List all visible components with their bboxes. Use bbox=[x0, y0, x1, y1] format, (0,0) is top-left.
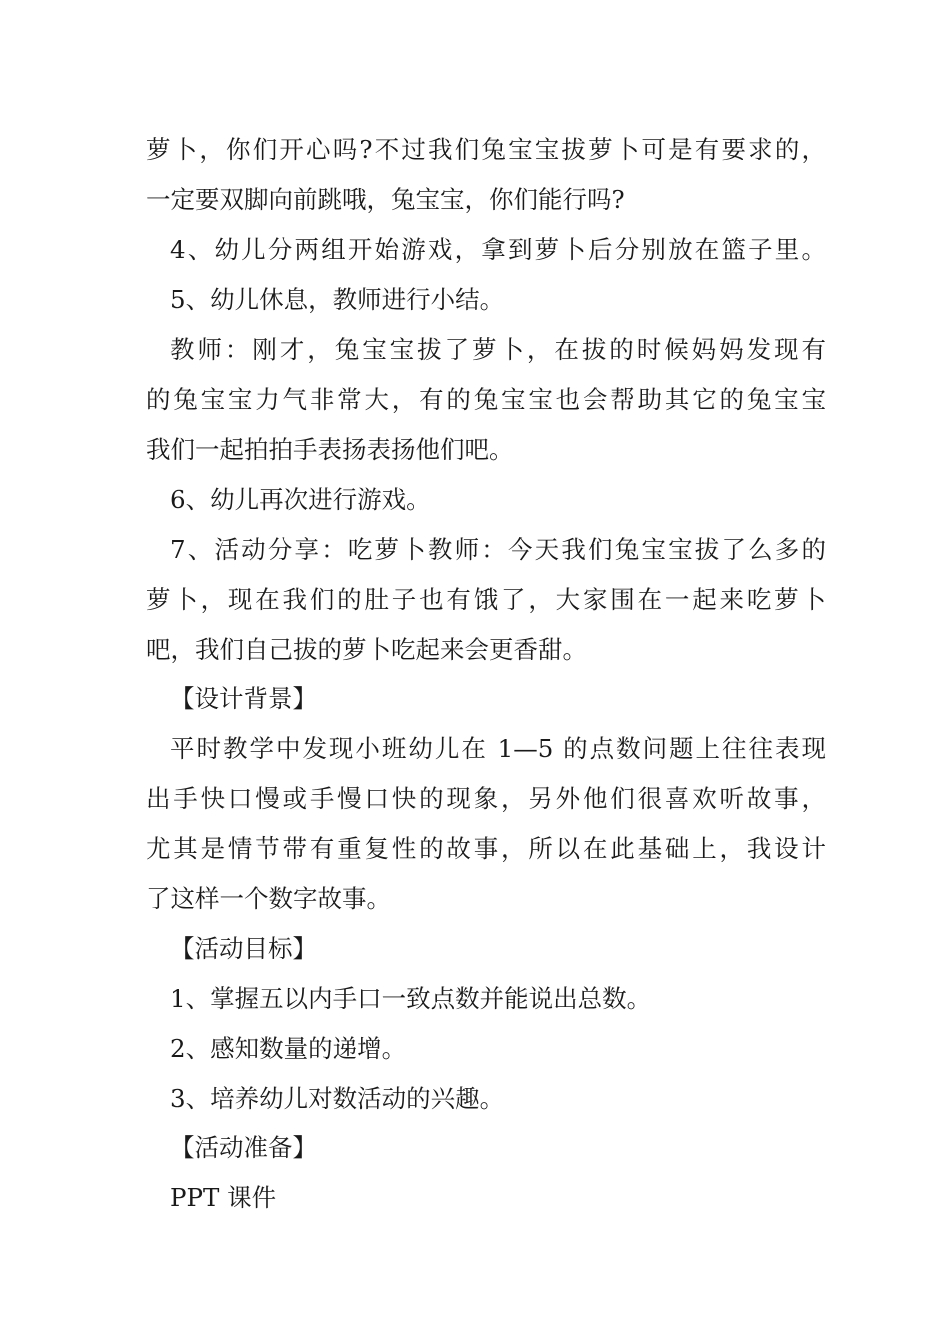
paragraph-line: 我们一起拍拍手表扬表扬他们吧。 bbox=[146, 435, 514, 464]
paragraph-line: 平时教学中发现小班幼儿在 1—5 的点数问题上往往表现 bbox=[170, 734, 826, 763]
paragraph-line: 萝卜，你们开心吗?不过我们兔宝宝拔萝卜可是有要求的， bbox=[146, 135, 826, 164]
list-item: 4、幼儿分两组开始游戏，拿到萝卜后分别放在篮子里。 bbox=[170, 235, 826, 264]
paragraph-line: 出手快口慢或手慢口快的现象，另外他们很喜欢听故事， bbox=[146, 784, 826, 813]
paragraph-line: 吧，我们自己拔的萝卜吃起来会更香甜。 bbox=[146, 635, 587, 664]
list-item: 3、培养幼儿对数活动的兴趣。 bbox=[170, 1084, 505, 1113]
section-heading-activity-preparation: 【活动准备】 bbox=[170, 1133, 317, 1162]
list-item: 7、活动分享：吃萝卜教师：今天我们兔宝宝拔了么多的 bbox=[170, 535, 826, 564]
paragraph-line: 教师：刚才，兔宝宝拔了萝卜，在拔的时候妈妈发现有 bbox=[170, 335, 826, 364]
paragraph-line: 萝卜，现在我们的肚子也有饿了，大家围在一起来吃萝卜 bbox=[146, 585, 826, 614]
paragraph-line: 了这样一个数字故事。 bbox=[146, 884, 391, 913]
list-item: 6、幼儿再次进行游戏。 bbox=[170, 485, 431, 514]
section-heading-design-background: 【设计背景】 bbox=[170, 684, 317, 713]
paragraph-line: 一定要双脚向前跳哦，兔宝宝，你们能行吗? bbox=[146, 185, 625, 214]
list-item: 5、幼儿休息，教师进行小结。 bbox=[170, 285, 505, 314]
paragraph-line: 尤其是情节带有重复性的故事，所以在此基础上，我设计 bbox=[146, 834, 826, 863]
paragraph-line: PPT 课件 bbox=[170, 1183, 277, 1212]
section-heading-activity-goals: 【活动目标】 bbox=[170, 934, 317, 963]
list-item: 2、感知数量的递增。 bbox=[170, 1034, 407, 1063]
list-item: 1、掌握五以内手口一致点数并能说出总数。 bbox=[170, 984, 652, 1013]
paragraph-line: 的兔宝宝力气非常大，有的兔宝宝也会帮助其它的兔宝宝 bbox=[146, 385, 826, 414]
